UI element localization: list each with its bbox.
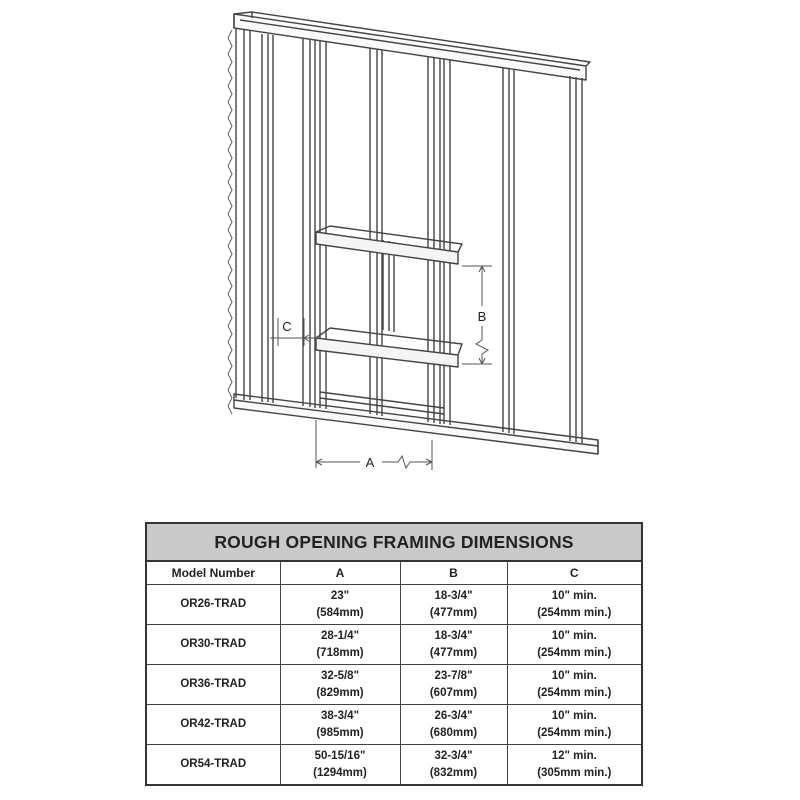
header-c: C bbox=[507, 561, 642, 585]
dimension-c bbox=[270, 318, 318, 346]
model-cell: OR54-TRAD bbox=[146, 745, 280, 786]
a-cell: 50-15/16" (1294mm) bbox=[280, 745, 400, 786]
wall-edge-left bbox=[228, 30, 232, 414]
c-cell: 10" min. (254mm min.) bbox=[507, 625, 642, 665]
label-a: A bbox=[365, 455, 375, 470]
wall-studs bbox=[236, 28, 582, 443]
a-cell: 38-3/4" (985mm) bbox=[280, 705, 400, 745]
a-cell: 23" (584mm) bbox=[280, 585, 400, 625]
label-b: B bbox=[477, 309, 487, 324]
b-cell: 23-7/8" (607mm) bbox=[400, 665, 507, 705]
model-cell: OR26-TRAD bbox=[146, 585, 280, 625]
a-cell: 32-5/8" (829mm) bbox=[280, 665, 400, 705]
header-model-number: Model Number bbox=[146, 561, 280, 585]
table-row bbox=[146, 585, 642, 625]
b-cell: 32-3/4" (832mm) bbox=[400, 745, 507, 786]
table-row bbox=[146, 745, 642, 786]
table-row bbox=[146, 705, 642, 745]
b-cell: 18-3/4" (477mm) bbox=[400, 625, 507, 665]
model-cell: OR42-TRAD bbox=[146, 705, 280, 745]
c-cell: 10" min. (254mm min.) bbox=[507, 705, 642, 745]
a-cell: 28-1/4" (718mm) bbox=[280, 625, 400, 665]
label-c: C bbox=[282, 319, 292, 334]
model-cell: OR30-TRAD bbox=[146, 625, 280, 665]
c-cell: 10" min. (254mm min.) bbox=[507, 665, 642, 705]
top-plate bbox=[234, 12, 590, 80]
rough-opening-table bbox=[145, 522, 643, 786]
bottom-plate bbox=[234, 394, 598, 454]
header-a: A bbox=[280, 561, 400, 585]
b-cell: 18-3/4" (477mm) bbox=[400, 585, 507, 625]
table-row bbox=[146, 625, 642, 665]
model-cell: OR36-TRAD bbox=[146, 665, 280, 705]
b-cell: 26-3/4" (680mm) bbox=[400, 705, 507, 745]
table-title: ROUGH OPENING FRAMING DIMENSIONS bbox=[146, 523, 642, 561]
table-row bbox=[146, 665, 642, 705]
c-cell: 12" min. (305mm min.) bbox=[507, 745, 642, 786]
c-cell: 10" min. (254mm min.) bbox=[507, 585, 642, 625]
header-b: B bbox=[400, 561, 507, 585]
